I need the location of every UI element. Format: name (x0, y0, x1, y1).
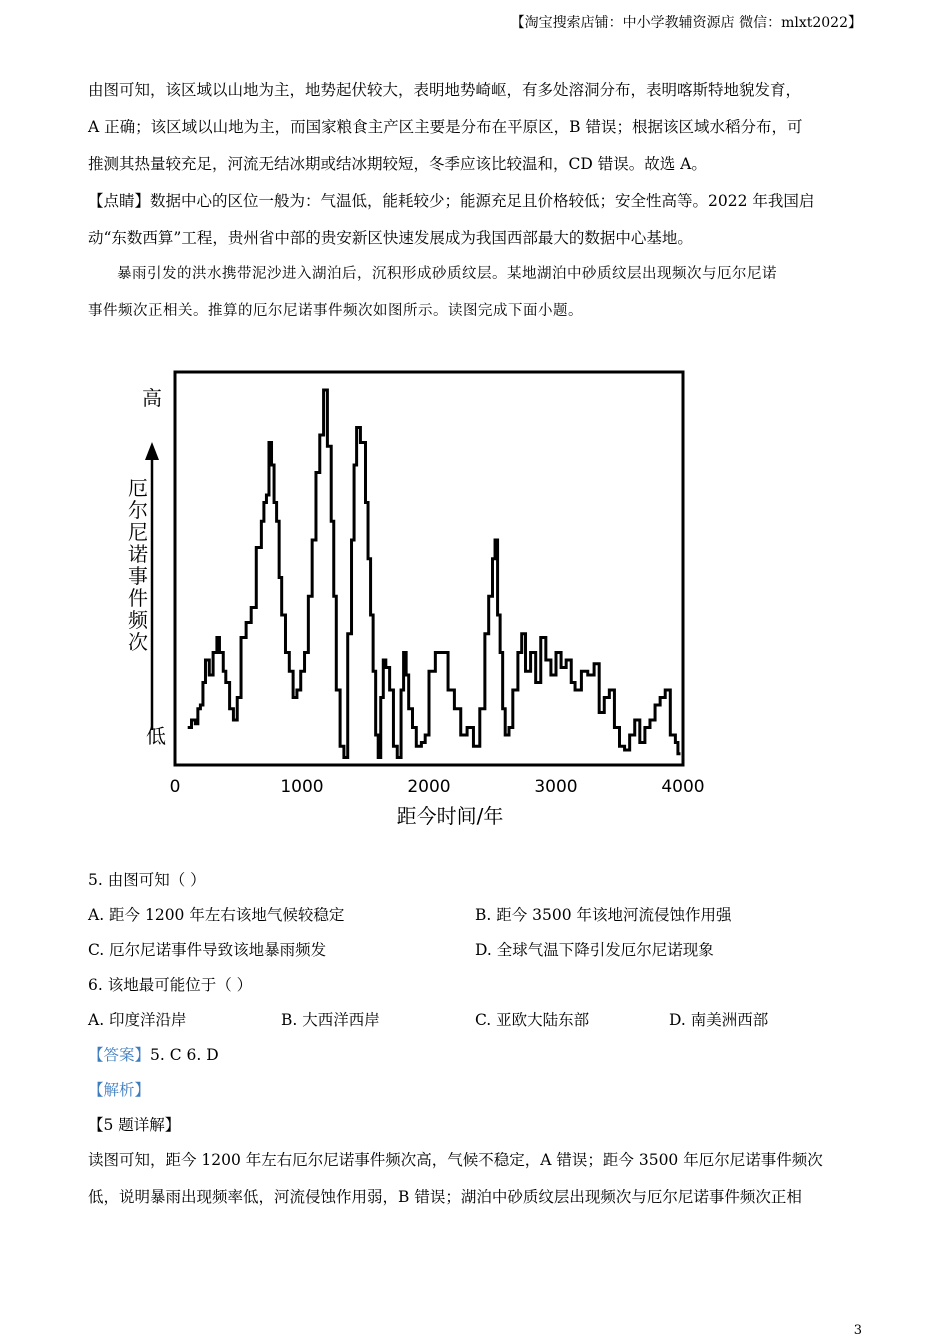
text-line: 暴雨引发的洪水携带泥沙进入湖泊后，沉积形成砂质纹层。某地湖泊中砂质纹层出现频次与厄尔尼诺 (117, 266, 777, 282)
q6-option-c[interactable]: C. 亚欧大陆东部 (475, 1011, 590, 1029)
q5-detail-paragraph (88, 1142, 862, 1216)
y-axis-label (128, 476, 149, 654)
y-axis-label-char: 尼 (128, 520, 148, 544)
y-axis-label-char: 厄 (128, 476, 148, 500)
series-line (188, 390, 681, 758)
intro-paragraph (88, 72, 862, 257)
text-line: 推测其热量较充足，河流无结冰期或结冰期较短，冬季应该比较温和，CD 错误。故选 A。 (88, 155, 707, 173)
q5-detail-label: 【5 题详解】 (88, 1116, 181, 1134)
q6-stem: 6. 该地最可能位于（ ） (88, 976, 253, 994)
text-line: A 正确；该区域以山地为主，而国家粮食主产区主要是分布在平原区，B 错误；根据该区域水稻分布，可 (88, 118, 803, 136)
text-line: 事件频次正相关。推算的厄尔尼诺事件频次如图所示。读图完成下面小题。 (88, 303, 583, 319)
answer-line (88, 1043, 219, 1065)
y-axis-label-char: 件 (128, 586, 148, 610)
page-header: 【淘宝搜索店铺：中小学教辅资源店 微信：mlxt2022】 (510, 15, 862, 31)
y-axis-label-char: 尔 (128, 498, 148, 522)
y-axis-label-char: 次 (128, 630, 148, 654)
analysis-label: 【解析】 (88, 1081, 151, 1099)
y-axis-label-char: 诺 (128, 542, 148, 566)
series-group (188, 390, 681, 758)
el-nino-frequency-chart (100, 360, 720, 840)
q5-option-d[interactable]: D. 全球气温下降引发厄尔尼诺现象 (475, 941, 714, 959)
answer-label: 【答案】 (88, 1046, 151, 1064)
q5-option-c[interactable]: C. 厄尔尼诺事件导致该地暴雨频发 (88, 941, 327, 959)
y-low-label: 低 (146, 724, 166, 748)
x-tick-label: 1000 (280, 777, 324, 797)
question-stem (88, 256, 862, 330)
x-axis-label: 距今时间/年 (396, 804, 504, 828)
page-number: 3 (853, 1323, 862, 1338)
q6-option-a[interactable]: A. 印度洋沿岸 (88, 1011, 187, 1029)
text-line: 低，说明暴雨出现频率低，河流侵蚀作用弱，B 错误；湖泊中砂质纹层出现频次与厄尔尼诺事件频次正相 (88, 1188, 802, 1206)
q5-option-a[interactable]: A. 距今 1200 年左右该地气候较稳定 (88, 906, 345, 924)
y-axis-arrow-head (145, 442, 159, 460)
q5-stem: 5. 由图可知（ ） (88, 871, 206, 889)
x-tick-label: 2000 (407, 777, 451, 797)
text-line: 由图可知，该区域以山地为主，地势起伏较大，表明地势崎岖，有多处溶洞分布，表明喀斯特地貌发育， (88, 81, 802, 99)
y-high-label: 高 (142, 386, 162, 410)
q6-option-b[interactable]: B. 大西洋西岸 (281, 1011, 380, 1029)
q6-option-d[interactable]: D. 南美洲西部 (669, 1011, 769, 1029)
x-tick-labels (170, 777, 705, 797)
x-tick-label: 3000 (534, 777, 578, 797)
text-line: 【点睛】数据中心的区位一般为：气温低，能耗较少；能源充足且价格较低；安全性高等。2022 年我国启 (88, 192, 815, 210)
answer-text: 5. C 6. D (150, 1046, 219, 1064)
q5-option-b[interactable]: B. 距今 3500 年该地河流侵蚀作用强 (475, 906, 732, 924)
y-axis-label-char: 频 (128, 608, 148, 632)
x-tick-label: 0 (169, 777, 181, 797)
y-axis-label-char: 事 (128, 564, 148, 588)
text-line: 动“东数西算”工程，贵州省中部的贵安新区快速发展成为我国西部最大的数据中心基地。 (88, 229, 693, 247)
text-line: 读图可知，距今 1200 年左右厄尔尼诺事件频次高，气候不稳定，A 错误；距今 3500 年厄尔尼诺事件频次 (88, 1151, 823, 1169)
x-tick-label: 4000 (661, 777, 705, 797)
